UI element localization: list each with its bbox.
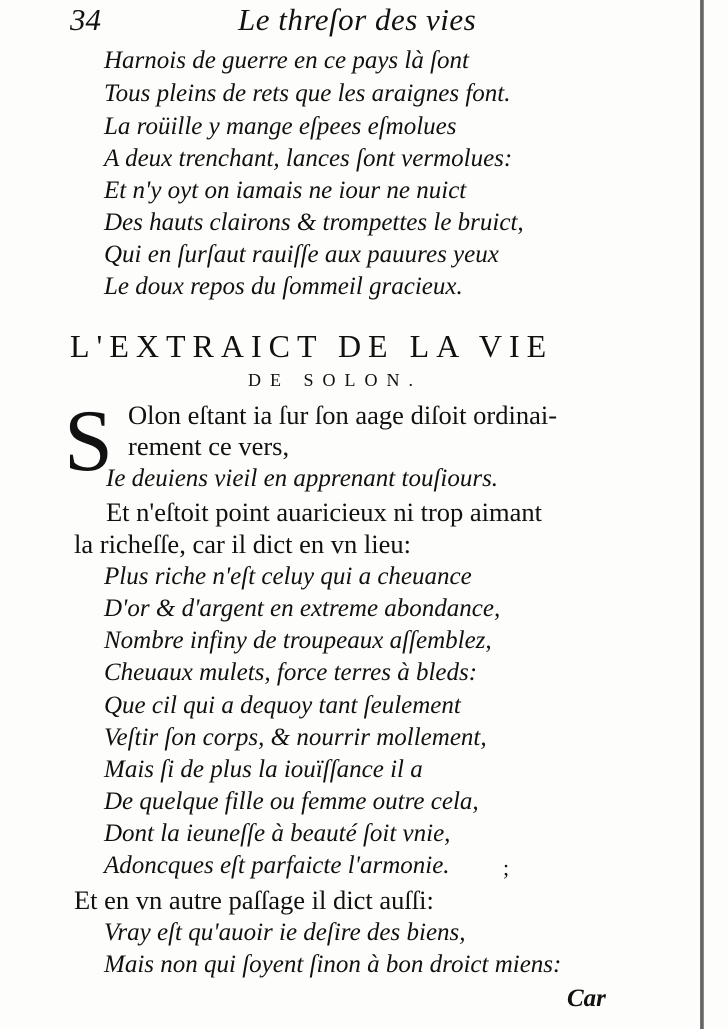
quoted-verse-line: Ie deuiens vieil en apprenant touſiours. [106,465,499,492]
verse-line: Des hauts clairons & trompettes le bruict, [104,209,524,236]
verse-line: La roüille y mange eſpees eſmolues [104,113,457,140]
verse-line: Dont la ieuneſſe à beauté ſoit vnie, [104,820,451,847]
verse-line: De quelque fille ou femme outre cela, [104,788,479,815]
verse-line: Le doux repos du ſommeil gracieux. [104,273,463,300]
verse-line: Qui en ſurſaut rauiſſe aux pauures yeux [104,241,499,268]
verse-line: Plus riche n'eſt celuy qui a cheuance [104,563,472,590]
verse-line: Mais ſi de plus la iouïſſance il a [104,756,423,783]
verse-line: Nombre infiny de troupeaux aſſemblez, [104,627,492,654]
verse-line: Harnois de guerre en ce pays là ſont [104,47,469,74]
page-number: 34 [70,2,101,37]
prose-line: Et en vn autre paſſage il dict auſſi: [74,885,434,915]
prose-line: Olon eſtant ia ſur ſon aage diſoit ordinai- [128,400,558,430]
verse-line: Tous pleins de rets que les araignes font. [104,80,511,107]
verse-line: Vray eſt qu'auoir ie deſire des biens, [104,919,466,946]
prose-line: Et n'eſtoit point auaricieux ni trop aimant [106,497,543,527]
page-header [70,2,630,42]
section-heading: L'EXTRAICT DE LA VIE [70,328,554,364]
verse-line: Mais non qui ſoyent ſinon à bon droict miens: [104,951,562,978]
verse-end-mark: ; [503,855,510,880]
verse-line: D'or & d'argent en extreme abondance, [104,595,501,622]
prose-line: la richeſſe, car il dict en vn lieu: [74,529,411,559]
verse-line: Cheuaux mulets, force terres à bleds: [104,659,478,686]
prose-line: rement ce vers, [128,431,290,461]
verse-line: Que cil qui a dequoy tant ſeulement [104,692,461,719]
verse-line: Veſtir ſon corps, & nourrir mollement, [104,724,487,751]
section-subheading: DE SOLON. [248,370,422,390]
running-title: Le threſor des vies [238,2,477,37]
drop-cap: S [64,393,113,490]
verse-line: A deux trenchant, lances ſont vermolues: [104,145,513,172]
catchword: Car [567,985,606,1012]
page-edge-rule [700,0,704,1029]
verse-line: Et n'y oyt on iamais ne iour ne nuict [104,177,467,204]
verse-line: Adoncques eſt parfaicte l'armonie. [104,852,450,879]
